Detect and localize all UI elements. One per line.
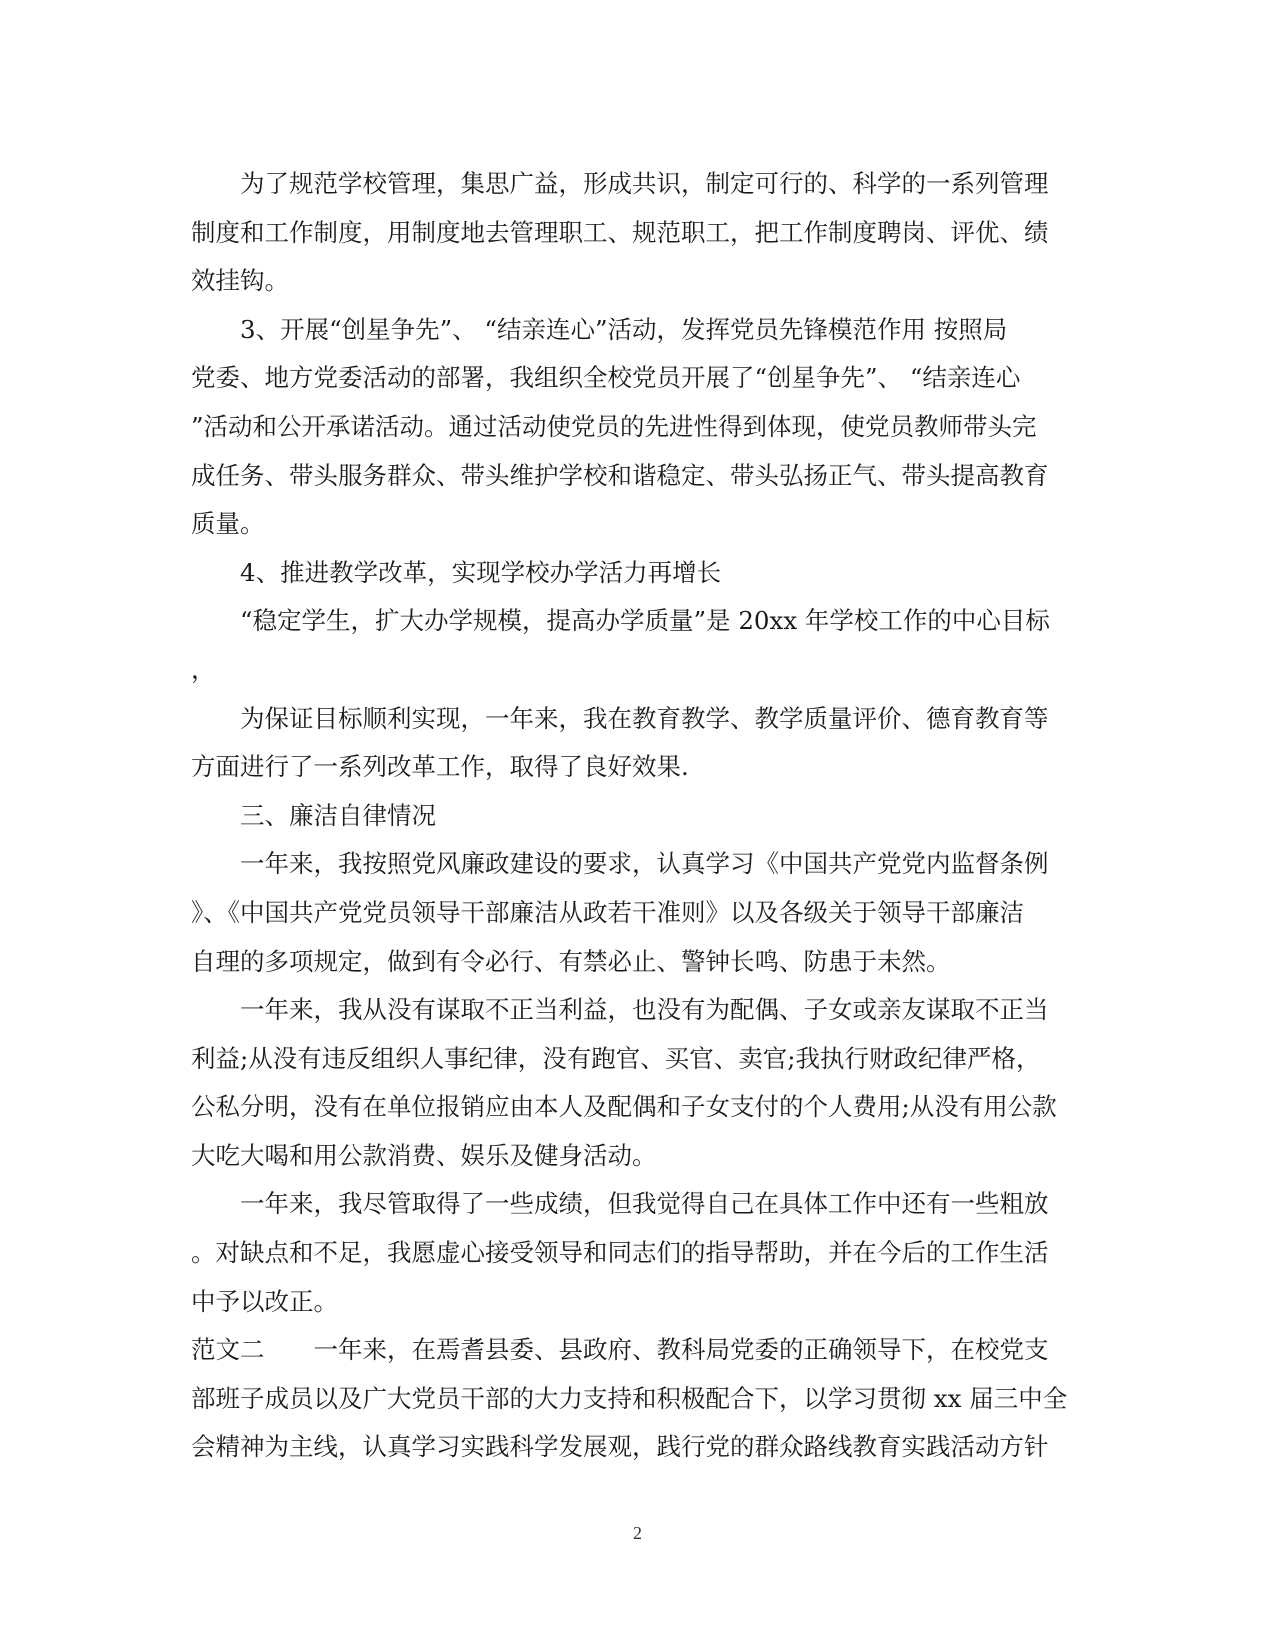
text-line: ， [191, 654, 216, 684]
text-line: 公私分明，没有在单位报销应由本人及配偶和子女支付的个人费用;从没有用公款 [191, 1092, 1057, 1122]
text-line: 三、廉洁自律情况 [240, 800, 436, 830]
text-line: 会精神为主线，认真学习实践科学发展观，践行党的群众路线教育实践活动方针 [191, 1432, 1049, 1462]
text-line: 为了规范学校管理，集思广益，形成共识，制定可行的、科学的一系列管理 [240, 169, 1049, 198]
text-line: 效挂钩。 [191, 266, 289, 296]
text-line: 质量。 [191, 509, 265, 539]
text-line: 一年来，我尽管取得了一些成绩，但我觉得自己在具体工作中还有一些粗放 [240, 1189, 1049, 1219]
text-line: 》、《中国共产党党员领导干部廉洁从政若干准则》以及各级关于领导干部廉洁 [191, 897, 1024, 927]
text-line: 方面进行了一系列改革工作，取得了良好效果. [191, 752, 689, 782]
text-line: 自理的多项规定，做到有令必行、有禁必止、警钟长鸣、防患于未然。 [191, 946, 951, 976]
document-body [191, 160, 1083, 1472]
text-line: 4、推进教学改革，实现学校办学活力再增长 [240, 557, 722, 587]
text-line: 为保证目标顺利实现，一年来，我在教育教学、教学质量评价、德育教育等 [240, 703, 1049, 733]
text-line: 党委、地方党委活动的部署，我组织全校党员开展了“创星争先”、 “结亲连心 [191, 363, 1021, 393]
text-line: 。对缺点和不足，我愿虚心接受领导和同志们的指导帮助，并在今后的工作生活 [191, 1238, 1049, 1268]
text-line: “稳定学生，扩大办学规模，提高办学质量”是 20xx 年学校工作的中心目标 [240, 606, 1050, 636]
text-line: 一年来，我从没有谋取不正当利益，也没有为配偶、子女或亲友谋取不正当 [240, 995, 1049, 1025]
text-line: 一年来，我按照党风廉政建设的要求，认真学习《中国共产党党内监督条例 [240, 849, 1049, 879]
text-line: ”活动和公开承诺活动。通过活动使党员的先进性得到体现，使党员教师带头完 [191, 411, 1037, 441]
text-line: 3、开展“创星争先”、 “结亲连心”活动，发挥党员先锋模范作用 按照局 [240, 314, 1008, 344]
text-line: 范文二 一年来，在焉耆县委、县政府、教科局党委的正确领导下，在校党支 [191, 1335, 1049, 1365]
text-line: 中予以改正。 [191, 1286, 338, 1316]
text-line: 部班子成员以及广大党员干部的大力支持和积极配合下，以学习贯彻 xx 届三中全 [191, 1383, 1068, 1413]
text-line: 利益;从没有违反组织人事纪律，没有跑官、买官、卖官;我执行财政纪律严格， [191, 1043, 1041, 1073]
text-line: 大吃大喝和用公款消费、娱乐及健身活动。 [191, 1140, 657, 1170]
text-line: 成任务、带头服务群众、带头维护学校和谐稳定、带头弘扬正气、带头提高教育 [191, 460, 1049, 490]
text-line: 制度和工作制度，用制度地去管理职工、规范职工，把工作制度聘岗、评优、绩 [191, 217, 1049, 247]
page-number: 2 [633, 1523, 642, 1543]
